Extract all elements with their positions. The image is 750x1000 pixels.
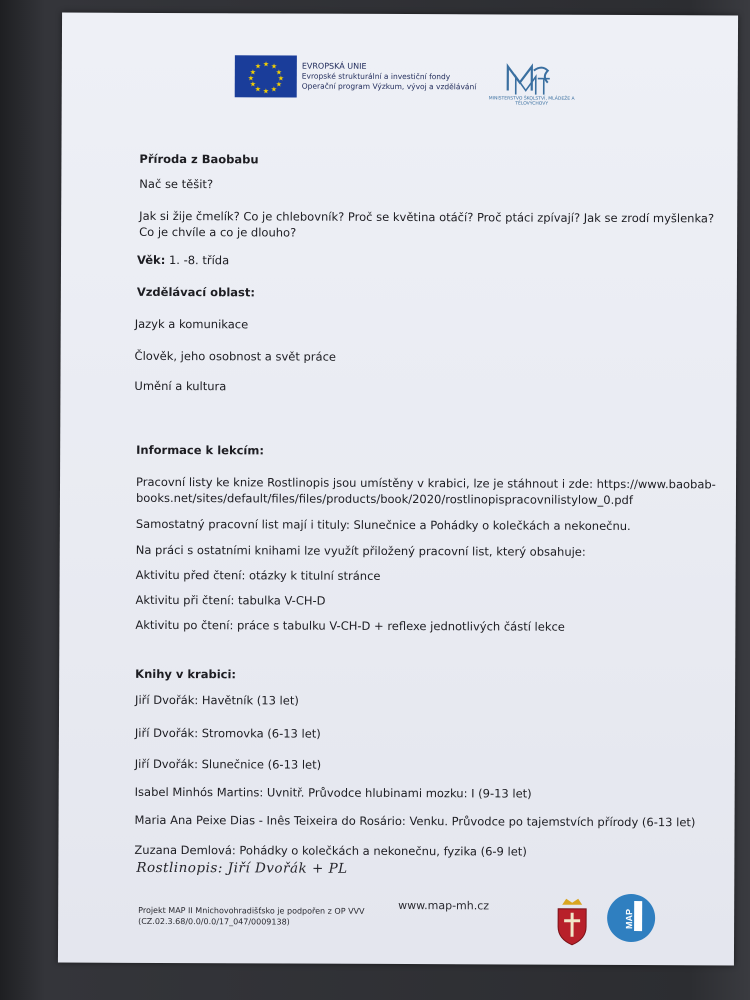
paper-sheet: [58, 13, 738, 966]
book-item: Zuzana Demlová: Pohádky o kolečkách a nekonečnu, fyzika (6-9 let): [134, 842, 527, 859]
eu-text-block: [302, 62, 477, 93]
map-logo-icon: [606, 893, 656, 943]
book-item: Jiří Dvořák: Havětník (13 let): [135, 692, 299, 708]
info-line-3: Samostatný pracovní list mají i tituly: Slunečnice a Pohádky o kolečkách a nekonečnu.: [135, 516, 631, 534]
coat-of-arms-icon: [552, 897, 592, 947]
map-logo-text: MAP: [624, 908, 635, 930]
info-line-4: Na práci s ostatními knihami lze využít přiložený pracovní list, který obsahuje:: [135, 542, 586, 559]
books-heading: Knihy v krabici:: [135, 666, 237, 682]
area-item: Jazyk a komunikace: [134, 316, 249, 332]
project-line-2: (CZ.02.3.68/0.0/0.0/17_047/0009138): [138, 916, 290, 927]
age-row: [137, 253, 229, 268]
activity-item: Aktivitu před čtení: otázky k titulní stránce: [135, 567, 381, 583]
doc-subtitle: Nač se těšit?: [139, 176, 214, 192]
eu-line-3: Operační program Výzkum, vývoj a vzdělávání: [301, 81, 477, 92]
intro-line-1: Jak si žije čmelík? Co je chlebovník? Proč se květina otáčí? Proč ptáci zpívají? Jak se zrodí myšlenka?: [139, 208, 715, 226]
age-value: 1. -8. třída: [165, 252, 230, 268]
book-item: Jiří Dvořák: Slunečnice (6-13 let): [134, 756, 322, 772]
age-label: Věk:: [136, 252, 166, 267]
area-item: Umění a kultura: [134, 378, 227, 394]
doc-title: Příroda z Baobabu: [139, 151, 259, 167]
info-heading: Informace k lekcím:: [136, 442, 264, 458]
eu-flag-icon: ★ ★ ★ ★ ★ ★ ★ ★ ★ ★ ★ ★: [235, 55, 297, 97]
intro-line-2: Co je chvíle a co je dlouho?: [139, 224, 297, 240]
area-item: Člověk, jeho osobnost a svět práce: [134, 348, 337, 364]
website-link: www.map-mh.cz: [398, 899, 490, 913]
project-line-1: Projekt MAP II Mnichovohradišťsko je podpořen z OP VVV: [138, 905, 365, 916]
msmt-caption: MINISTERSTVO ŠKOLSTVÍ, MLÁDEŽE A TĚLOVÝCHOVY: [488, 96, 575, 107]
info-line-1: Pracovní listy ke knize Rostlinopis jsou umístěny v krabici, lze je stáhnout i zde: https://www.baobab-: [135, 474, 716, 492]
eu-line-2: Evropské strukturální a investiční fondy: [301, 71, 451, 82]
info-line-2: books.net/sites/default/files/files/products/book/2020/rostlinopispracovnilistylow_0.pdf: [135, 490, 633, 508]
activity-item: Aktivitu při čtení: tabulka V-CH-D: [135, 592, 326, 608]
activity-item: Aktivitu po čtení: práce s tabulku V-CH-D + reflexe jednotlivých částí lekce: [135, 617, 565, 634]
book-item: Jiří Dvořák: Stromovka (6-13 let): [134, 725, 321, 741]
area-heading: Vzdělávací oblast:: [136, 284, 256, 300]
eu-title: EVROPSKÁ UNIE: [301, 61, 367, 71]
project-info: [138, 905, 364, 928]
book-item: Isabel Minhós Martins: Uvnitř. Průvodce hlubinami mozku: I (9-13 let): [134, 784, 532, 801]
book-item: Maria Ana Peixe Dias - Inês Teixeira do Rosário: Venku. Průvodce po tajemstvích přírody (6-13 let): [134, 812, 696, 830]
handwritten-note: Rostlinopis: Jiří Dvořák + PL: [136, 859, 348, 877]
